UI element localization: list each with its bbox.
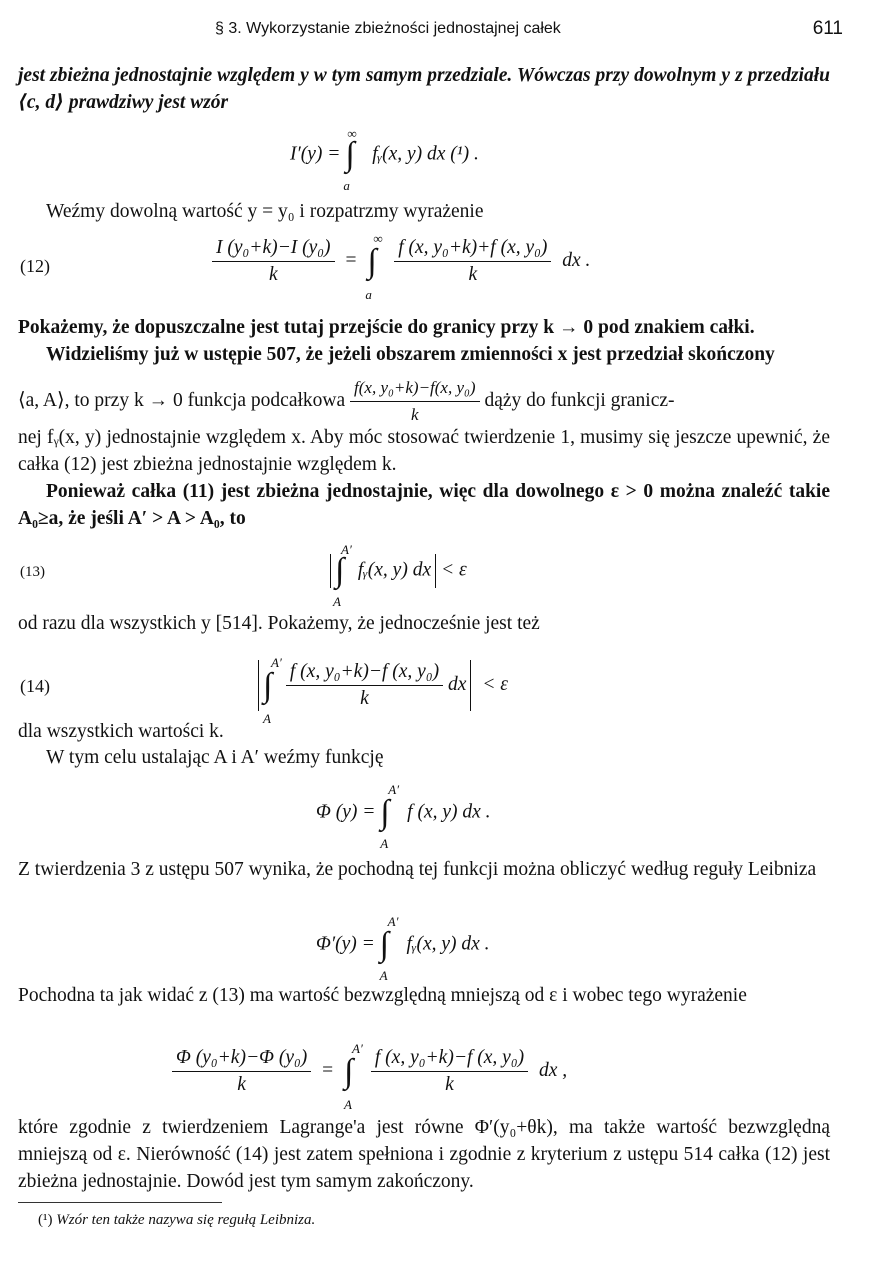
footnote-rule [18, 1202, 222, 1203]
footnote-text: Wzór ten także nazywa się regułą Leibniza. [56, 1212, 316, 1228]
equation-12: $\frac{\text{I (y₀+k)−I (y₀)}}{k}$ = ∞ ∫ a $\frac{\text{f (x, y₀+k)+f (x, y₀)}}{k}$ dx . [212, 236, 590, 287]
equation-leibniz: I′(y) = ∞ ∫ a fᵧ(x, y) dx (¹) . [290, 126, 479, 193]
equation-14: A′ ∫ A $\frac{\text{f (x, y₀+k)−f (x, y₀)}}{k}$ dx < ε [258, 660, 508, 711]
footnote [38, 1212, 315, 1229]
header-title: § 3. Wykorzystanie zbieżności jednostajnej całek [215, 20, 561, 37]
paragraph-9: Z twierdzenia 3 z ustępu 507 wynika, że pochodną tej funkcji można obliczyć według reguły Leibniza [18, 859, 817, 880]
page-number: 611 [812, 18, 843, 39]
footnote-mark: (¹) [38, 1212, 53, 1228]
paragraph-3: Pokażemy, że dopuszczalne jest tutaj przejście do granicy przy k → 0 pod znakiem całki. [18, 317, 755, 338]
paragraph-11: które zgodnie z twierdzeniem Lagrange'a jest równe Φ′(y₀+θk), ma także wartość bezwzględną mniejszą od ε. Nierówność (14) jest zatem spełniona i zgodnie z kryterium z ustępu 514 całka (12) jest zbieżna jednostajnie. Dowód jest tym samym zakończony. [18, 1117, 830, 1192]
integrand-fraction: $\frac{\text{f(x, y₀+k)−f(x, y₀)}}{k}$ [350, 376, 480, 427]
paragraph-4b: ⟨a, A⟩, to przy k → 0 funkcja podcałkowa $\frac{\text{f(x, y₀+k)−f(x, y₀)}}{k}$ dąży do funkcji granicz- [18, 376, 675, 427]
paragraph-10: Pochodna ta jak widać z (13) ma wartość bezwzględną mniejszą od ε i wobec tego wyrażenie [18, 985, 747, 1006]
equation-13: A′ ∫ A fᵧ(x, y) dx < ε [330, 554, 467, 588]
running-header [0, 18, 893, 42]
paragraph-1: jest zbieżna jednostajnie względem y w tym samym przedziale. Wówczas przy dowolnym y z przedziału ⟨c, d⟩ prawdziwy jest wzór [18, 65, 830, 113]
equation-number-14: (14) [20, 676, 50, 696]
equation-phi: Φ (y) = A′ ∫ A f (x, y) dx . [316, 782, 491, 851]
paragraph-8: W tym celu ustalając A i A′ weźmy funkcję [46, 747, 384, 768]
paragraph-4c: nej fᵧ(x, y) jednostajnie względem x. Aby móc stosować twierdzenie 1, musimy się jeszcze upewnić, że całka (12) jest zbieżna jednostajnie względem k. [18, 427, 830, 475]
equation-number-12: (12) [20, 256, 50, 276]
paragraph-6: od razu dla wszystkich y [514]. Pokażemy, że jednocześnie jest też [18, 613, 540, 634]
paragraph-4a: Widzieliśmy już w ustępie 507, że jeżeli obszarem zmienności x jest przedział skończony [46, 344, 775, 365]
paragraph-2: Weźmy dowolną wartość y = y₀ i rozpatrzmy wyrażenie [46, 201, 484, 222]
equation-difference-quotient: $\frac{\text{Φ (y₀+k)−Φ (y₀)}}{k}$ = A′ ∫ A $\frac{\text{f (x, y₀+k)−f (x, y₀)}}{k}$ dx , [172, 1046, 567, 1097]
paragraph-7: dla wszystkich wartości k. [18, 721, 224, 742]
equation-number-13: (13) [20, 564, 45, 580]
paragraph-5: Ponieważ całka (11) jest zbieżna jednostajnie, więc dla dowolnego ε > 0 można znaleźć takie A₀≥a, że jeśli A′ > A > A₀, to [18, 481, 830, 529]
equation-phi-prime: Φ′(y) = A′ ∫ A fᵧ(x, y) dx . [316, 914, 490, 983]
